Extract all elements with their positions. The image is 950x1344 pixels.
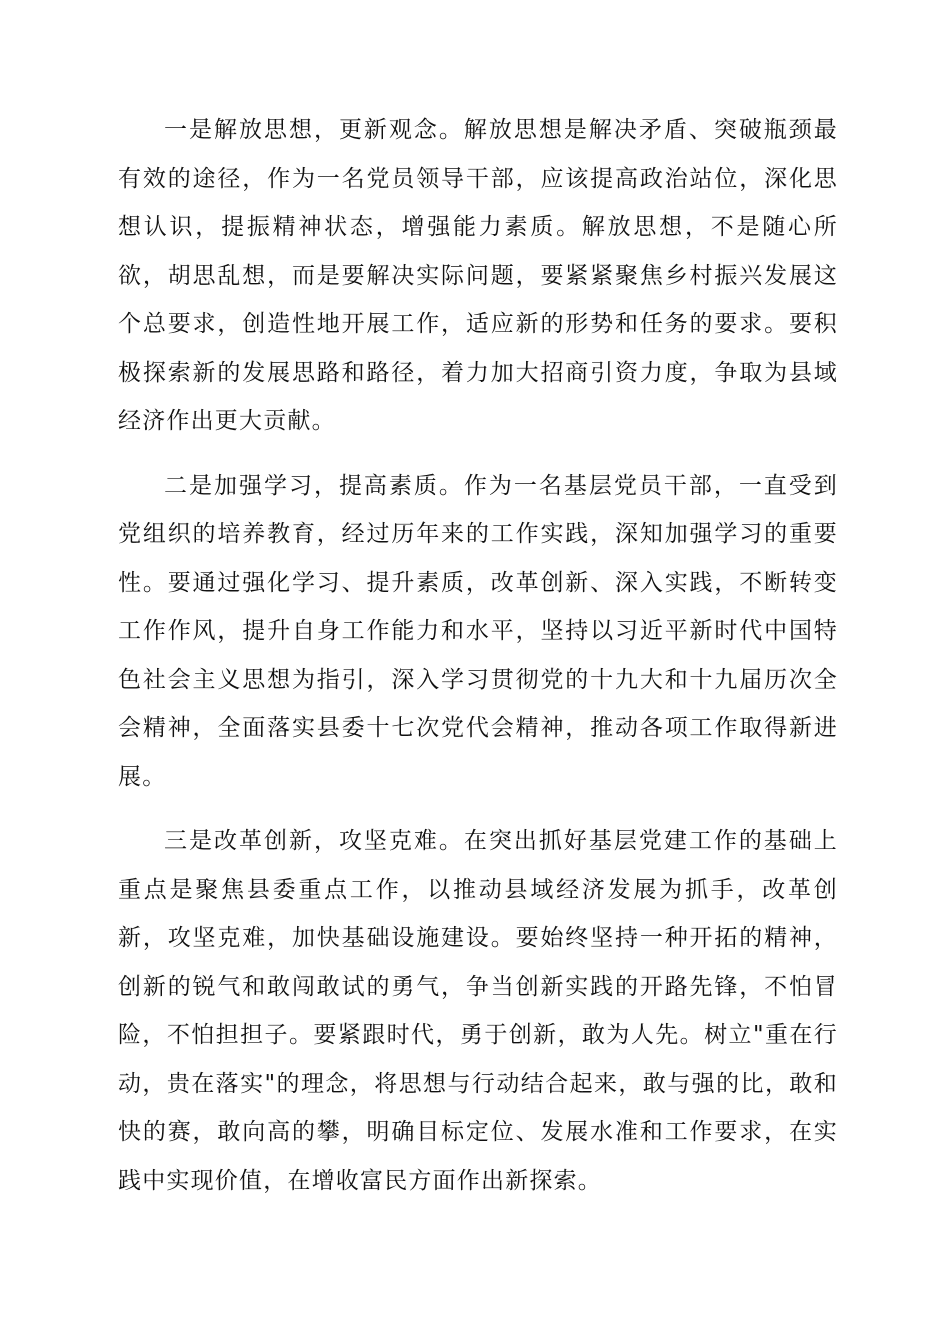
paragraph-3: 三是改革创新，攻坚克难。在突出抓好基层党建工作的基础上重点是聚焦县委重点工作，以推动县域经济发展为抓手，改革创新，攻坚克难，加快基础设施建设。要始终坚持一种开拓的精神，创新的锐气和敢闯敢试的勇气，争当创新实践的开路先锋，不怕冒险，不怕担担子。要紧跟时代，勇于创新，敢为人先。树立"重在行动，贵在落实"的理念，将思想与行动结合起来，敢与强的比，敢和快的赛，敢向高的攀，明确目标定位、发展水准和工作要求，在实践中实现价值，在增收富民方面作出新探索。 <box>118 828 838 1194</box>
document-body <box>118 106 838 1221</box>
paragraph-2: 二是加强学习，提高素质。作为一名基层党员干部，一直受到党组织的培养教育，经过历年来的工作实践，深知加强学习的重要性。要通过强化学习、提升素质，改革创新、深入实践，不断转变工作作风，提升自身工作能力和水平，坚持以习近平新时代中国特色社会主义思想为指引，深入学习贯彻党的十九大和十九届历次全会精神，全面落实县委十七次党代会精神，推动各项工作取得新进展。 <box>118 472 838 790</box>
paragraph-1: 一是解放思想，更新观念。解放思想是解决矛盾、突破瓶颈最有效的途径，作为一名党员领导干部，应该提高政治站位，深化思想认识，提振精神状态，增强能力素质。解放思想，不是随心所欲，胡思乱想，而是要解决实际问题，要紧紧聚焦乡村振兴发展这个总要求，创造性地开展工作，适应新的形势和任务的要求。要积极探索新的发展思路和路径，着力加大招商引资力度，争取为县域经济作出更大贡献。 <box>118 117 838 434</box>
